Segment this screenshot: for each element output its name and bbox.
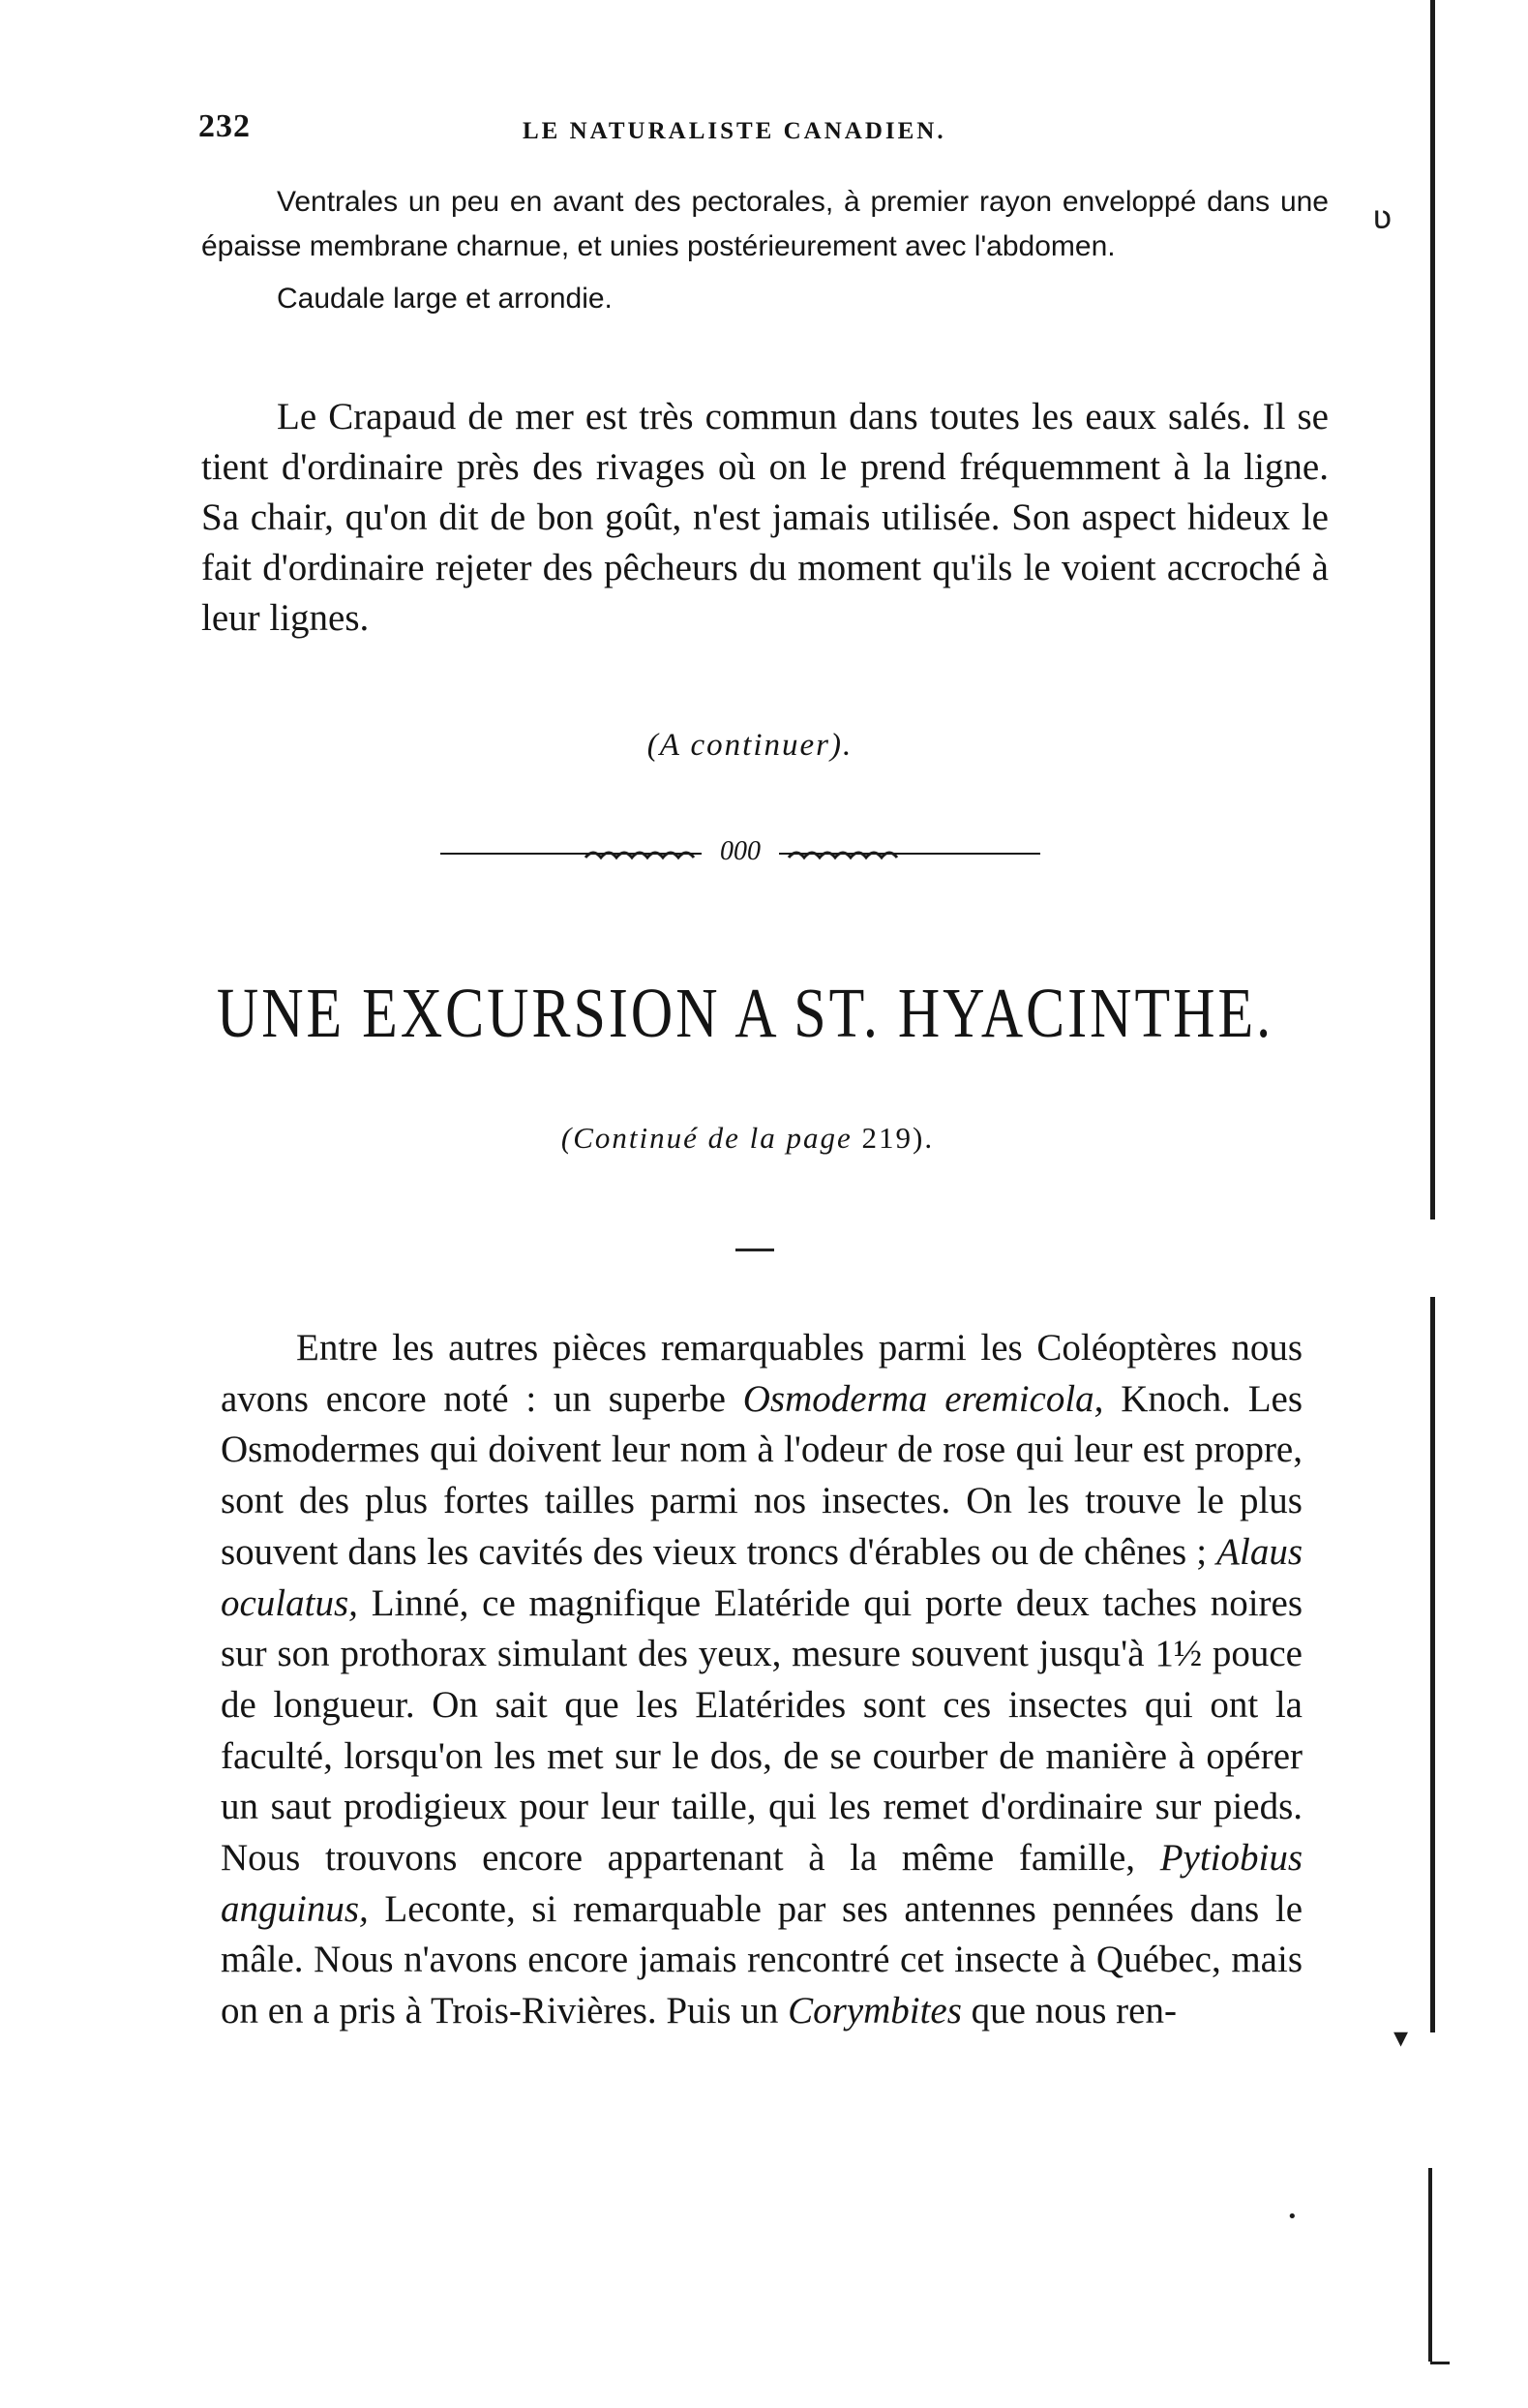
edge-segment-foot (1430, 2362, 1450, 2364)
continued-prefix: (Continué de la page (560, 1121, 853, 1155)
body-segment-3: Linné, ce magnifique Elatéride qui porte deux taches noires sur son prothorax simulant des yeux, mesure souvent jusqu'à 1½ pouce de longueur. On sait que les Elatérides sont ces insectes qui ont la faculté, lorsqu'on les met sur le dos, de se courber de manière à opérer un saut prodigieux pour leur taille, qui les remet d'ordinaire sur pieds. Nous trouvons encore appartenant à la même famille, (221, 1581, 1303, 1880)
species-osmoderma: Osmoderma eremicola, (742, 1377, 1104, 1420)
article-title: UNE EXCURSION A ST. HYACINTHE. (216, 974, 1274, 1052)
fish-description (201, 180, 1329, 321)
margin-mark-hook: ʋ (1372, 198, 1393, 237)
fish-description-ventrales: Ventrales un peu en avant des pectorales, à premier rayon enveloppé dans une épaisse membrane charnue, et unies postérieurement avec l'abdomen. (201, 186, 1329, 262)
page-number: 232 (198, 108, 251, 144)
species-pytiobius: Pytiobius anguinus, (221, 1837, 1303, 1930)
continued-page: 219). (861, 1121, 935, 1155)
fish-description-caudale: Caudale large et arrondie. (277, 283, 613, 315)
ornamental-divider (440, 834, 1040, 873)
margin-mark-dot: • (1287, 2207, 1298, 2227)
section-dash (735, 1249, 774, 1251)
edge-segment-upper (1430, 0, 1435, 1219)
excursion-section (221, 1323, 1303, 2037)
to-be-continued-note: (A continuer). (646, 728, 854, 763)
edge-segment-lower (1428, 2168, 1432, 2362)
species-alaus: Alaus oculatus, (221, 1530, 1303, 1624)
running-title: LE NATURALISTE CANADIEN. (523, 118, 946, 144)
continued-from-note (0, 1121, 1495, 1156)
body-segment-1: Entre les autres pièces remarquables parmi les Coléoptères nous avons encore noté : un superbe (221, 1327, 1303, 1420)
body-segment-2: Knoch. Les Osmodermes qui doivent leur nom à l'odeur de rose qui leur est propre, sont des plus fortes tailles parmi nos insectes. On les trouve le plus souvent dans les cavités des vieux troncs d'érables ou de chênes ; (221, 1377, 1303, 1573)
excursion-paragraph (221, 1323, 1303, 2037)
margin-mark-arrow: ▾ (1393, 2021, 1409, 2055)
scan-edge-line (1430, 0, 1436, 2408)
species-corymbites: Corymbites (788, 1990, 962, 2032)
ornament-text: 000 (711, 834, 769, 869)
running-header (198, 108, 1340, 157)
crapaud-section (201, 392, 1329, 644)
body-segment-4: Leconte, si remarquable par ses antennes pennées dans le mâle. Nous n'avons encore jamais rencontré cet insecte à Québec, mais on en a pris à Trois-Rivières. Puis un (221, 1887, 1303, 2032)
crapaud-paragraph: Le Crapaud de mer est très commun dans toutes les eaux salés. Il se tient d'ordinaire près des rivages où on le prend fréquemment à la ligne. Sa chair, qu'on dit de bon goût, n'est jamais utilisée. Son aspect hideux le fait d'ordinaire rejeter des pêcheurs du moment qu'ils le voient accroché à leur lignes. (201, 396, 1329, 639)
edge-segment-middle (1430, 1297, 1435, 2032)
body-segment-5: que nous ren- (971, 1990, 1177, 2032)
